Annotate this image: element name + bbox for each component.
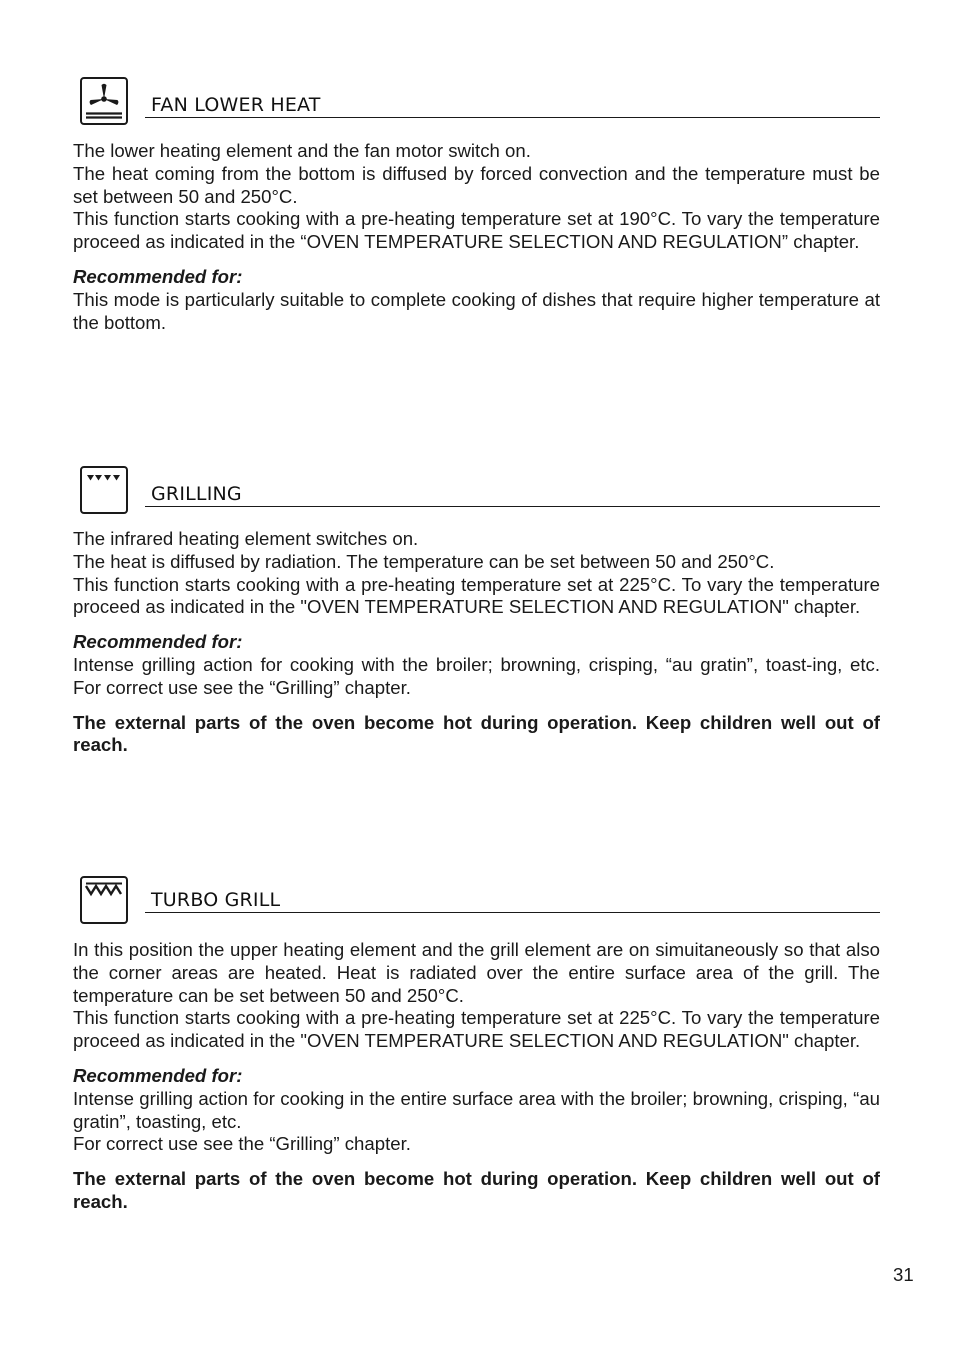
paragraph: The infrared heating element switches on. (73, 528, 419, 549)
warning-text: The external parts of the oven become hot during operation. Keep children well out of reach. (73, 1168, 880, 1212)
paragraph: This function starts cooking with a pre-heating temperature set at 225°C. To vary the temperature proceed as indicated in the "OVEN TEMPERATURE SELECTION AND REGULATION" chapter. (73, 573, 880, 618)
paragraph: The lower heating element and the fan motor switch on. (73, 140, 531, 161)
section-title (145, 87, 880, 118)
section-body (73, 939, 880, 1214)
recommended-text: For correct use see the “Grilling” chapter. (73, 1133, 411, 1155)
section-title (145, 476, 880, 507)
paragraph: The heat is diffused by radiation. The temperature can be set between 50 and 250°C. (73, 550, 775, 572)
recommended-text: Intense grilling action for cooking in the entire surface area with the broiler; browning, crisping, “au gratin”, toasting, etc. (73, 1087, 880, 1132)
grilling-icon (80, 466, 128, 514)
paragraph: In this position the upper heating element and the grill element are on simuitaneously so that also the corner areas are heated. Heat is radiated over the entire surface area of the grill. The temperature can be set between 50 and 250°C. (73, 939, 880, 1006)
section-title-text: TURBO GRILL (151, 889, 281, 911)
section-body (73, 140, 880, 334)
section-title (145, 882, 880, 913)
turbo-grill-icon (80, 876, 128, 924)
paragraph: This function starts cooking with a pre-heating temperature set at 225°C. To vary the temperature proceed as indicated in the "OVEN TEMPERATURE SELECTION AND REGULATION" chapter. (73, 1007, 880, 1052)
paragraph: This function starts cooking with a pre-heating temperature set at 190°C. To vary the temperature proceed as indicated in the “OVEN TEMPERATURE SELECTION AND REGULATION” chapter. (73, 208, 880, 253)
recommended-text: This mode is particularly suitable to complete cooking of dishes that require higher temperature at the bottom. (73, 288, 880, 333)
recommended-text: Intense grilling action for cooking with the broiler; browning, crisping, “au gratin”, toast-ing, etc. For correct use see the “Grilling” chapter. (73, 653, 880, 698)
recommended-label: Recommended for: (73, 1064, 243, 1086)
recommended-label: Recommended for: (73, 631, 243, 653)
fan-lower-heat-icon (80, 77, 128, 125)
section-title-text: FAN LOWER HEAT (151, 94, 321, 116)
page-number: 31 (893, 1264, 914, 1285)
paragraph: The heat coming from the bottom is diffused by forced convection and the temperature must be set between 50 and 250°C. (73, 162, 880, 207)
recommended-label: Recommended for: (73, 265, 243, 287)
section-title-text: GRILLING (151, 483, 242, 505)
section-body (73, 528, 880, 757)
warning-text: The external parts of the oven become hot during operation. Keep children well out of reach. (73, 711, 880, 756)
